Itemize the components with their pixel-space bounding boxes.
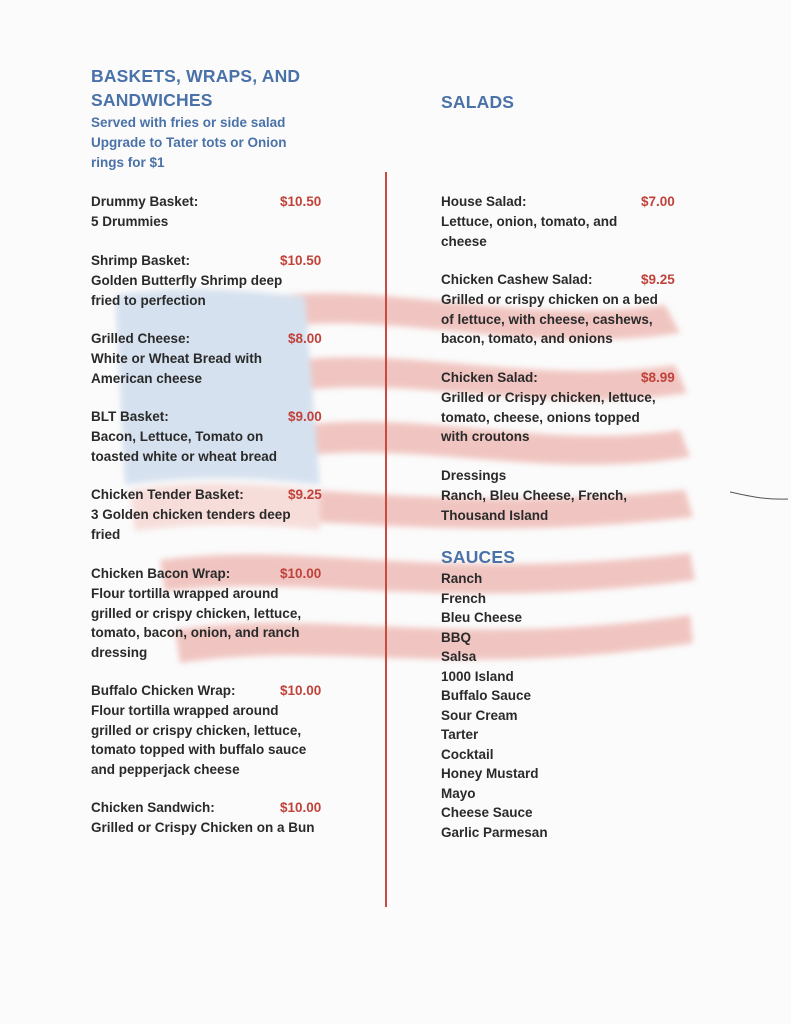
list-item: Bleu Cheese [441, 610, 523, 625]
item-name: Drummy Basket: [91, 194, 199, 209]
item-name: Chicken Bacon Wrap: [91, 566, 231, 581]
menu-item-house-salad [441, 192, 691, 251]
item-price: $10.00 [280, 566, 322, 581]
list-item: Garlic Parmesan [441, 824, 548, 840]
item-desc-line: Flour tortilla wrapped around [91, 586, 279, 601]
item-name: Dressings [441, 468, 507, 483]
item-name: Chicken Cashew Salad: [441, 272, 593, 287]
baskets-title-line1: BASKETS, WRAPS, AND [91, 66, 301, 86]
list-item: Tarter [441, 727, 479, 742]
sauce-list [441, 569, 548, 842]
item-desc-line: Grilled or Crispy Chicken on a Bun [91, 820, 315, 835]
item-desc-line: cheese [441, 233, 487, 249]
menu-item-drummy-basket [91, 192, 341, 232]
item-price: $10.50 [280, 253, 322, 268]
list-item: 1000 Island [441, 668, 514, 684]
intro-line: rings for $1 [91, 155, 165, 170]
menu-item-chicken-sandwich [91, 798, 341, 838]
item-desc-line: 5 Drummies [91, 214, 169, 229]
item-desc-line: American cheese [91, 370, 203, 386]
item-desc-line: White or Wheat Bread with [91, 351, 263, 366]
item-price: $9.00 [288, 409, 322, 424]
menu-item-chicken-tender-basket [91, 485, 341, 544]
item-desc-line: Thousand Island [441, 507, 549, 523]
item-desc-line: Grilled or crispy chicken on a bed [441, 292, 658, 307]
baskets-section-title [91, 64, 300, 112]
item-desc-line: of lettuce, with cheese, cashews, [441, 311, 653, 327]
item-desc-line: dressing [91, 644, 148, 660]
item-desc-line: fried [91, 526, 121, 542]
list-item: French [441, 590, 487, 606]
menu-item-chicken-bacon-wrap [91, 564, 341, 662]
menu-item-blt-basket [91, 407, 341, 466]
item-desc-line: tomato, cheese, onions topped [441, 409, 640, 425]
list-item: Buffalo Sauce [441, 688, 532, 703]
list-item: Sour Cream [441, 707, 518, 723]
baskets-title-line2: SANDWICHES [91, 90, 213, 110]
item-name: BLT Basket: [91, 409, 169, 424]
item-price: $9.25 [288, 487, 322, 502]
item-desc-line: Lettuce, onion, tomato, and [441, 214, 618, 229]
item-name: Chicken Salad: [441, 370, 538, 385]
item-desc-line: fried to perfection [91, 292, 206, 308]
item-name: Grilled Cheese: [91, 331, 191, 346]
item-desc-line: Flour tortilla wrapped around [91, 703, 279, 718]
item-desc-line: with croutons [441, 429, 530, 444]
menu-item-grilled-cheese [91, 329, 341, 388]
item-name: House Salad: [441, 194, 527, 209]
item-name: Shrimp Basket: [91, 253, 191, 268]
item-name: Chicken Sandwich: [91, 800, 215, 815]
item-desc-line: bacon, tomato, and onions [441, 331, 613, 346]
list-item: Cocktail [441, 746, 494, 762]
item-desc-line: 3 Golden chicken tenders deep [91, 507, 291, 522]
salads-section-title: SALADS [441, 92, 515, 112]
scan-mark [730, 490, 788, 504]
menu-item-chicken-salad [441, 368, 691, 447]
list-item: BBQ [441, 629, 471, 645]
list-item: Mayo [441, 785, 476, 801]
list-item: Honey Mustard [441, 766, 539, 781]
list-item: Ranch [441, 571, 483, 586]
item-name: Chicken Tender Basket: [91, 487, 244, 502]
menu-item-dressings [441, 466, 691, 525]
item-name: Buffalo Chicken Wrap: [91, 683, 236, 698]
item-desc-line: toasted white or wheat bread [91, 448, 278, 464]
item-price: $7.00 [641, 194, 675, 209]
menu-item-buffalo-chicken-wrap [91, 681, 341, 779]
item-desc-line: Bacon, Lettuce, Tomato on [91, 429, 264, 444]
item-desc-line: Golden Butterfly Shrimp deep [91, 273, 283, 288]
list-item: Salsa [441, 649, 477, 664]
item-desc-line: grilled or crispy chicken, lettuce, [91, 722, 302, 738]
item-desc-line: tomato topped with buffalo sauce [91, 742, 307, 757]
baskets-intro [91, 113, 287, 173]
item-desc-line: Grilled or Crispy chicken, lettuce, [441, 390, 656, 405]
item-price: $10.00 [280, 683, 322, 698]
item-price: $8.99 [641, 370, 675, 385]
item-desc-line: and pepperjack cheese [91, 761, 240, 777]
menu-item-shrimp-basket [91, 251, 341, 310]
list-item: Cheese Sauce [441, 805, 533, 820]
menu-item-chicken-cashew-salad [441, 270, 691, 349]
sauces-section-title: SAUCES [441, 547, 516, 567]
intro-line: Upgrade to Tater tots or Onion [91, 135, 287, 150]
item-desc-line: Ranch, Bleu Cheese, French, [441, 488, 628, 503]
item-price: $9.25 [641, 272, 675, 287]
item-desc-line: tomato, bacon, onion, and ranch [91, 625, 300, 640]
item-price: $10.50 [280, 194, 322, 209]
item-price: $10.00 [280, 800, 322, 815]
item-price: $8.00 [288, 331, 322, 346]
item-desc-line: grilled or crispy chicken, lettuce, [91, 605, 302, 621]
intro-line: Served with fries or side salad [91, 115, 286, 130]
column-divider [385, 172, 387, 907]
